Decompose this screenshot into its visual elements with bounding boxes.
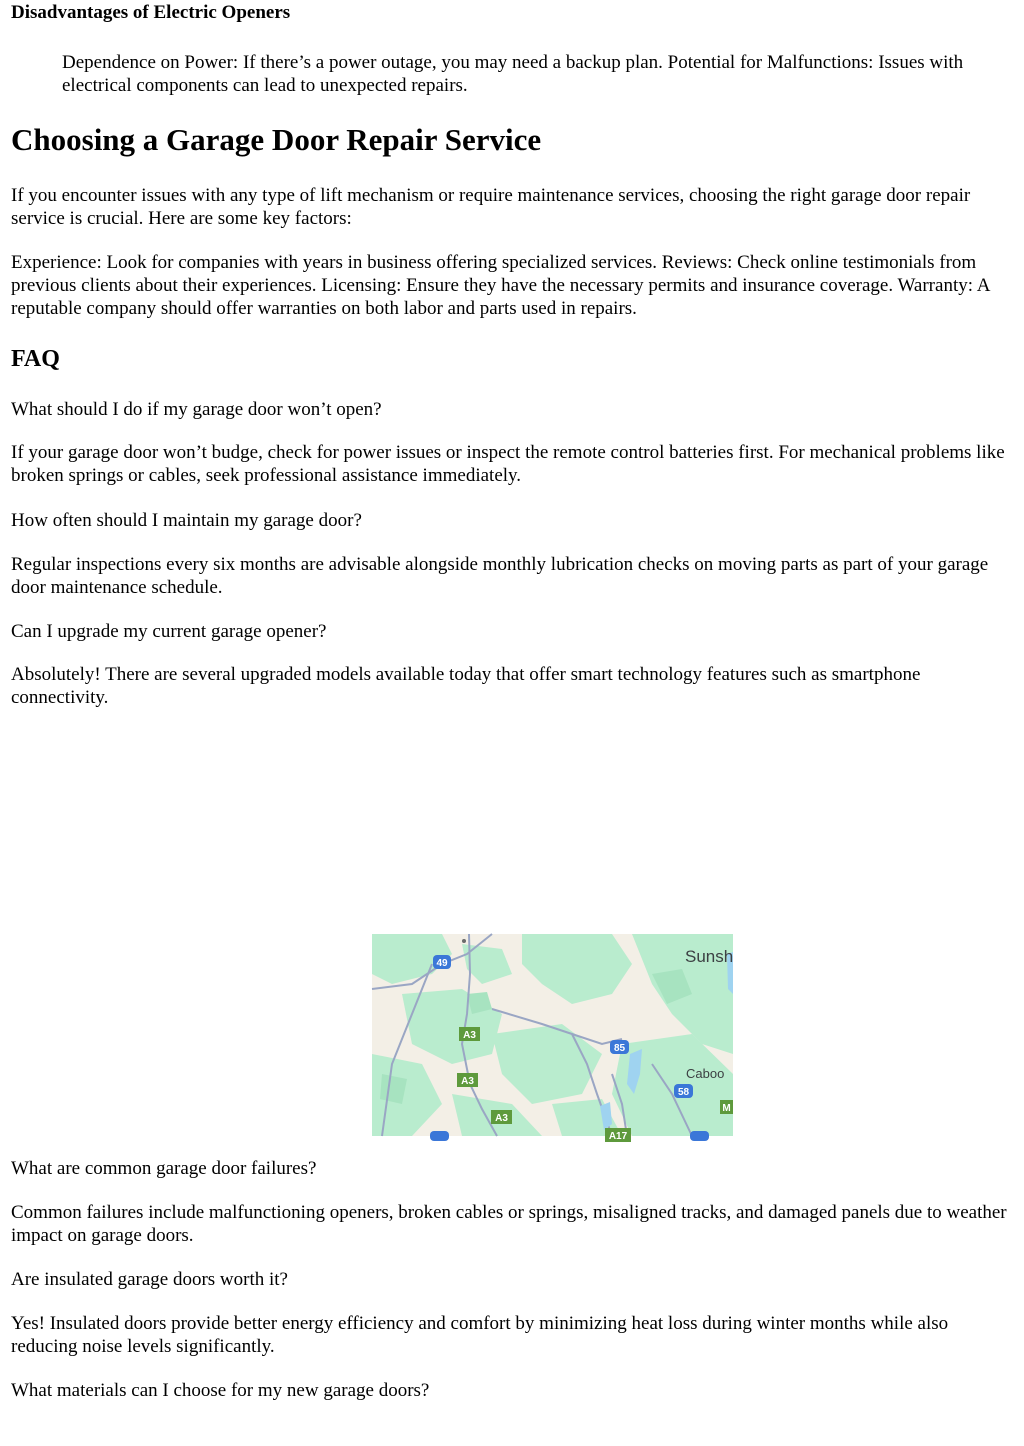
svg-text:58: 58 xyxy=(677,1087,690,1098)
faq-question: What materials can I choose for my new garage doors? xyxy=(11,1380,430,1401)
choosing-factors: Experience: Look for companies with years in business offering specialized services. Reviews: Check online testimonials from previous clients about their experiences. Licensing: Ensure they have the necessary permits and insurance coverage. Warranty: A reputable company should offer warranties on both labor and parts used in repairs. xyxy=(11,252,990,319)
faq-answer: Common failures include malfunctioning openers, broken cables or springs, misaligned tracks, and damaged panels due to weather impact on garage doors. xyxy=(11,1202,1007,1246)
faq-answer: Regular inspections every six months are advisable alongside monthly lubrication checks on moving parts as part of your garage door maintenance schedule. xyxy=(11,554,989,598)
shield-49 xyxy=(433,955,451,969)
map-label-town: Caboo xyxy=(686,1066,725,1081)
svg-text:A3: A3 xyxy=(495,1113,508,1124)
shield-85 xyxy=(610,1040,629,1054)
shield-a3-middle xyxy=(457,1073,478,1087)
faq-answer: Yes! Insulated doors provide better energy efficiency and comfort by minimizing heat loss during winter months while also reducing noise levels significantly. xyxy=(11,1313,949,1357)
disadvantages-heading: Disadvantages of Electric Openers xyxy=(11,2,291,23)
faq-heading: FAQ xyxy=(11,346,60,372)
map-image[interactable] xyxy=(372,934,734,1142)
faq-question: What should I do if my garage door won’t open? xyxy=(11,399,382,420)
faq-question: Are insulated garage doors worth it? xyxy=(11,1269,288,1290)
shield-m-edge xyxy=(720,1100,733,1114)
faq-question: Can I upgrade my current garage opener? xyxy=(11,621,327,642)
shield-a3-south xyxy=(491,1110,512,1124)
faq-question: How often should I maintain my garage door? xyxy=(11,510,362,531)
svg-text:A3: A3 xyxy=(463,1030,476,1041)
shield-a3-north xyxy=(459,1027,480,1041)
shield-a17 xyxy=(605,1128,631,1142)
map-town-dot xyxy=(462,939,466,943)
svg-text:85: 85 xyxy=(613,1043,626,1054)
svg-text:49: 49 xyxy=(436,958,448,969)
shield-partial-blue-left xyxy=(430,1131,449,1141)
faq-answer: If your garage door won’t budge, check for power issues or inspect the remote control batteries first. For mechanical problems like broken springs or cables, seek professional assistance immediately. xyxy=(11,442,1005,486)
choosing-intro: If you encounter issues with any type of lift mechanism or require maintenance services, choosing the right garage door repair service is crucial. Here are some key factors: xyxy=(11,185,971,229)
svg-text:A3: A3 xyxy=(461,1076,474,1087)
shield-partial-blue-right xyxy=(690,1131,709,1141)
svg-text:A17: A17 xyxy=(608,1131,628,1142)
map-label-region: Sunsh xyxy=(685,947,734,966)
faq-answer: Absolutely! There are several upgraded models available today that offer smart technology features such as smartphone connectivity. xyxy=(11,664,921,708)
map-graphic xyxy=(372,934,734,1142)
shield-58 xyxy=(674,1084,693,1098)
choosing-heading: Choosing a Garage Door Repair Service xyxy=(11,122,542,157)
disadvantages-text: Dependence on Power: If there’s a power outage, you may need a backup plan. Potential for Malfunctions: Issues with electrical components can lead to unexpected repairs. xyxy=(62,52,964,96)
faq-question: What are common garage door failures? xyxy=(11,1158,317,1179)
svg-text:M: M xyxy=(722,1103,731,1114)
